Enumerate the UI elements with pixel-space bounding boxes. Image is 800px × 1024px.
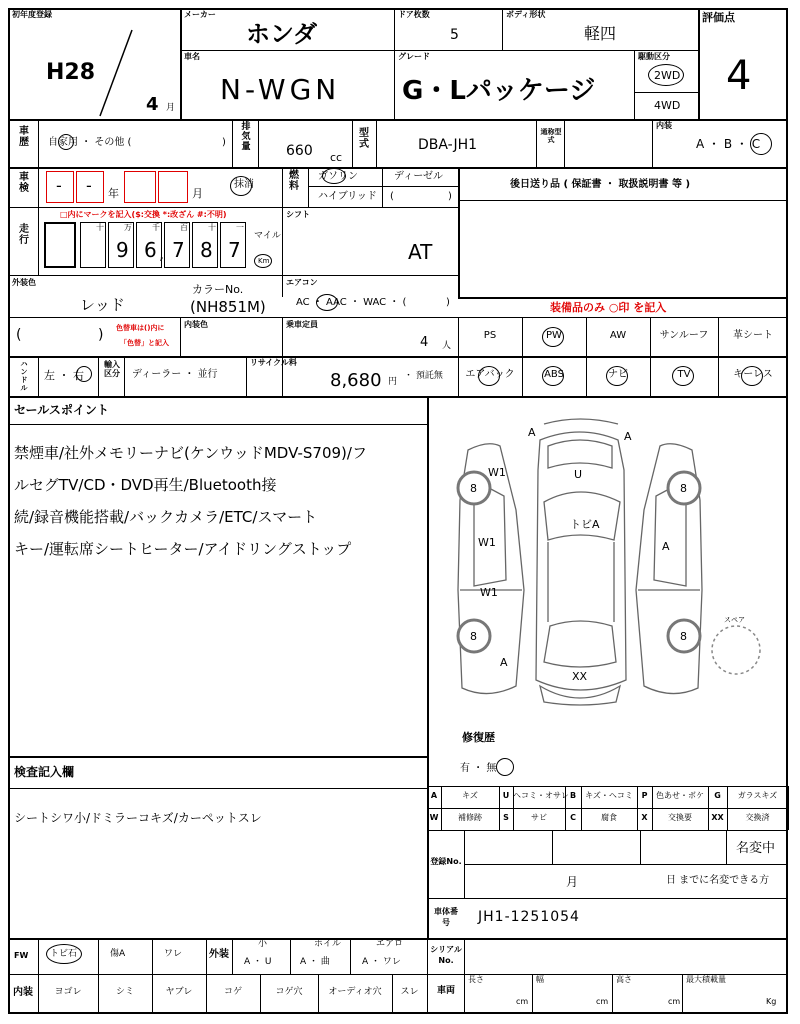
- legend-code: G: [714, 791, 721, 800]
- windshield: [544, 492, 620, 540]
- legend-desc: ヘコミ・オサレ: [513, 791, 569, 800]
- mileage-unit-label: 万: [124, 223, 132, 232]
- repair-label: 修復歴: [462, 731, 495, 744]
- car-diagram: [440, 410, 780, 710]
- fuel-diesel: ディーゼル: [394, 171, 443, 182]
- mileage-unit-label: 千: [152, 223, 160, 232]
- selected-circle: [672, 366, 694, 386]
- mileage-digit: 9: [116, 238, 129, 262]
- score-value: 4: [726, 53, 752, 99]
- legend-desc: キズ・ヘコミ: [585, 791, 633, 800]
- legend-divider: [499, 786, 500, 830]
- equipment-item: エアバック: [465, 369, 515, 380]
- capacity-value: 4: [420, 335, 429, 350]
- legend-desc: 腐食: [601, 813, 617, 822]
- slash-divider: [96, 28, 136, 118]
- name-change-label: 名変中: [736, 841, 776, 856]
- inspection-label: 検査記入欄: [14, 765, 75, 779]
- equipment-item: 革シート: [733, 330, 773, 341]
- legend-divider: [581, 786, 582, 830]
- equipment-item: ABS: [544, 369, 564, 380]
- legend-divider: [708, 786, 709, 830]
- interior-item: スレ: [400, 987, 419, 997]
- legend-divider: [441, 786, 442, 830]
- small-label: 小: [258, 939, 268, 949]
- first-reg-label: 初年度登録: [12, 10, 52, 19]
- legend-code: P: [641, 791, 648, 800]
- mileage-note: □内にマークを記入($:交換 *:改ざん #:不明): [60, 210, 227, 219]
- name-change-deadline: 日 までに名変できる方: [666, 875, 770, 886]
- mileage-digit: 7: [172, 238, 185, 262]
- legend-desc: サビ: [531, 813, 547, 822]
- import-value: ディーラー ・ 並行: [132, 369, 218, 380]
- sales-point-line: ルセグTV/CD・DVD再生/Bluetooth接: [14, 476, 277, 494]
- unit-cm: cm: [596, 997, 609, 1006]
- hood-line: [548, 440, 612, 468]
- front-bumper: [544, 419, 618, 424]
- grid-divider: [464, 974, 465, 1014]
- equipment-item: PS: [483, 330, 497, 341]
- legend-code: X: [641, 813, 648, 822]
- mileage-mark-box: [44, 222, 76, 268]
- legend-divider: [652, 786, 653, 830]
- sales-point-line: 禁煙車/社外メモリーナビ(ケンウッドMDV-S709)/フ: [14, 444, 367, 462]
- mileage-digit: 7: [228, 238, 241, 262]
- selected-circle: [648, 64, 684, 86]
- mileage-digit: 8: [200, 238, 213, 262]
- interior-item: コゲ穴: [275, 987, 303, 997]
- legend-divider: [637, 786, 638, 830]
- inspection-note: シートシワ小/ドミラーコキズ/カーペットスレ: [14, 811, 262, 825]
- max_load-label: 最大積載量: [686, 975, 726, 984]
- small-value: A ・ U: [244, 957, 272, 967]
- legend-divider: [727, 786, 728, 830]
- handle-value: 左 ・ 右: [44, 369, 84, 382]
- interior-item: ヤブレ: [165, 987, 193, 997]
- damage-mark: 8: [470, 630, 477, 643]
- selected-circle: [606, 366, 628, 386]
- interior-item: シミ: [115, 987, 134, 997]
- interior-item: ヨゴレ: [54, 987, 82, 997]
- sales-points-label: セールスポイント: [14, 403, 109, 417]
- grid-divider: [350, 938, 351, 974]
- first-reg-month: 4: [146, 94, 159, 115]
- exterior-label: 外装: [209, 949, 229, 960]
- height-label: 高さ: [616, 975, 632, 984]
- interior-label: 内装: [13, 987, 33, 998]
- sales-point-line: 続/録音機能搭載/バックカメラ/ETC/スマート: [14, 508, 318, 526]
- grid-divider: [290, 938, 291, 974]
- mileage-unit-label: 一: [236, 223, 244, 232]
- mileage-digit: 6: [144, 238, 157, 262]
- rear-window: [544, 621, 616, 667]
- repair-value: 有 ・ 無: [460, 763, 497, 774]
- fuel-gasoline: ガソリン: [318, 171, 358, 182]
- model-value: DBA-JH1: [418, 137, 478, 153]
- legend-desc: 補修跡: [458, 813, 482, 822]
- legend-desc: 色あせ・ボケ: [656, 791, 704, 800]
- selected-circle: [542, 327, 564, 347]
- equipment-item: キーレス: [733, 369, 773, 380]
- damage-mark: A: [624, 430, 632, 443]
- equipment-item: PW: [546, 330, 562, 341]
- selected-circle: [741, 366, 763, 386]
- grid-divider: [682, 974, 683, 1014]
- interior-item: コゲ: [223, 987, 242, 997]
- aircon-value: AC ・ AAC ・ WAC ・ (: [296, 297, 407, 308]
- displacement-value: 660: [286, 143, 313, 159]
- recycle-fee: 8,680: [330, 370, 382, 391]
- mileage-comma: ,: [159, 244, 165, 263]
- damage-mark: 8: [680, 630, 687, 643]
- interior-grades: A ・ B ・ C: [696, 137, 761, 151]
- spare-tire: [712, 626, 760, 674]
- legend-divider: [788, 786, 789, 830]
- grid-divider: [464, 938, 465, 974]
- shift-value: AT: [408, 240, 433, 264]
- fw-label: FW: [14, 951, 29, 960]
- damage-mark: 8: [680, 482, 687, 495]
- legend-line: [427, 808, 788, 809]
- sales-point-line: キー/運転席シートヒーター/アイドリングストップ: [14, 540, 352, 558]
- legend-code: A: [430, 791, 438, 800]
- selected-circle: [542, 366, 564, 386]
- drive-2wd: 2WD: [654, 69, 681, 82]
- equipment-item: サンルーフ: [659, 330, 709, 341]
- history-value: 自家用 ・ その他 (: [48, 137, 132, 148]
- legend-code: U: [502, 791, 510, 800]
- grid-divider: [38, 938, 39, 974]
- mileage-unit-label: 十: [96, 223, 104, 232]
- spare-label: スペア: [724, 616, 745, 624]
- damage-mark: W1: [478, 536, 496, 549]
- dims-label: 車両: [436, 986, 455, 996]
- selected-circle: [46, 944, 82, 964]
- damage-mark: A: [662, 540, 670, 553]
- legend-code: W: [429, 813, 439, 822]
- legend-line: [427, 786, 788, 787]
- legend-desc: キズ: [462, 791, 478, 800]
- grid-divider: [152, 938, 153, 974]
- fw-item: トビ石: [50, 949, 78, 959]
- legend-code: S: [503, 813, 509, 822]
- body-value: 軽四: [584, 24, 617, 43]
- legend-code: B: [569, 791, 577, 800]
- unit-cm: cm: [516, 997, 529, 1006]
- legend-divider: [565, 786, 566, 830]
- damage-mark: W1: [488, 466, 506, 479]
- fuel-hybrid: ハイブリッド: [318, 191, 377, 202]
- aero-label: エアロ: [376, 939, 404, 949]
- grid-divider: [532, 974, 533, 1014]
- grid-divider: [612, 974, 613, 1014]
- equipment-item: AW: [609, 330, 627, 341]
- wheel-label: ホイル: [314, 939, 342, 949]
- damage-mark: W1: [480, 586, 498, 599]
- length-label: 長さ: [468, 975, 484, 984]
- grid-divider: [427, 938, 428, 974]
- car-name-value: N-WGN: [220, 73, 341, 106]
- drive-4wd: 4WD: [654, 99, 681, 112]
- interior-item: オーディオ穴: [328, 987, 382, 997]
- docs-label: 後日送り品 ( 保証書 ・ 取扱説明書 等 ): [510, 179, 691, 190]
- wheel-value: A ・ 曲: [300, 957, 330, 967]
- damage-mark: A: [500, 656, 508, 669]
- unregistered-label: 抹消: [234, 179, 254, 190]
- grid-divider: [232, 938, 233, 974]
- legend-desc: 交換済: [745, 813, 770, 822]
- unit-kg: Kg: [766, 997, 777, 1006]
- color-number: (NH851M): [190, 298, 266, 316]
- divider: [180, 8, 182, 120]
- first-reg-year: H28: [46, 60, 96, 85]
- maker-value: ホンダ: [246, 20, 318, 48]
- equipment-item: TV: [677, 369, 691, 380]
- damage-mark: A: [528, 426, 536, 439]
- vin-value: JH1-1251054: [478, 909, 580, 925]
- legend-divider: [513, 786, 514, 830]
- doors-value: 5: [450, 27, 459, 43]
- equipment-item: ナビ: [608, 369, 628, 380]
- fw-item: ワレ: [164, 949, 183, 959]
- width-label: 幅: [536, 975, 544, 984]
- grid-divider: [427, 974, 428, 1014]
- grid-divider: [206, 938, 207, 974]
- serial-label: シリアルNo.: [430, 945, 462, 965]
- mileage-unit-label: 十: [208, 223, 216, 232]
- exterior-color: レッド: [80, 296, 125, 314]
- damage-mark: U: [574, 468, 583, 481]
- legend-desc: ガラスキズ: [737, 791, 778, 800]
- grid-divider: [98, 938, 99, 974]
- selected-circle: [478, 366, 500, 386]
- damage-mark: 8: [470, 482, 477, 495]
- grade-value: G・Lパッケージ: [402, 76, 596, 106]
- fw-item: 傷A: [110, 949, 126, 959]
- damage-mark: XX: [572, 670, 588, 683]
- unit-cm: cm: [668, 997, 681, 1006]
- legend-desc: 交換要: [668, 813, 692, 822]
- aero-value: A ・ ワレ: [362, 957, 401, 967]
- damage-mark: トビA: [570, 518, 600, 531]
- equipment-title: 装備品のみ ○印 を記入: [550, 301, 667, 314]
- legend-code: C: [570, 813, 576, 822]
- legend-code: XX: [711, 813, 724, 822]
- rear-bumper: [540, 686, 620, 705]
- mileage-unit-label: 百: [180, 223, 188, 232]
